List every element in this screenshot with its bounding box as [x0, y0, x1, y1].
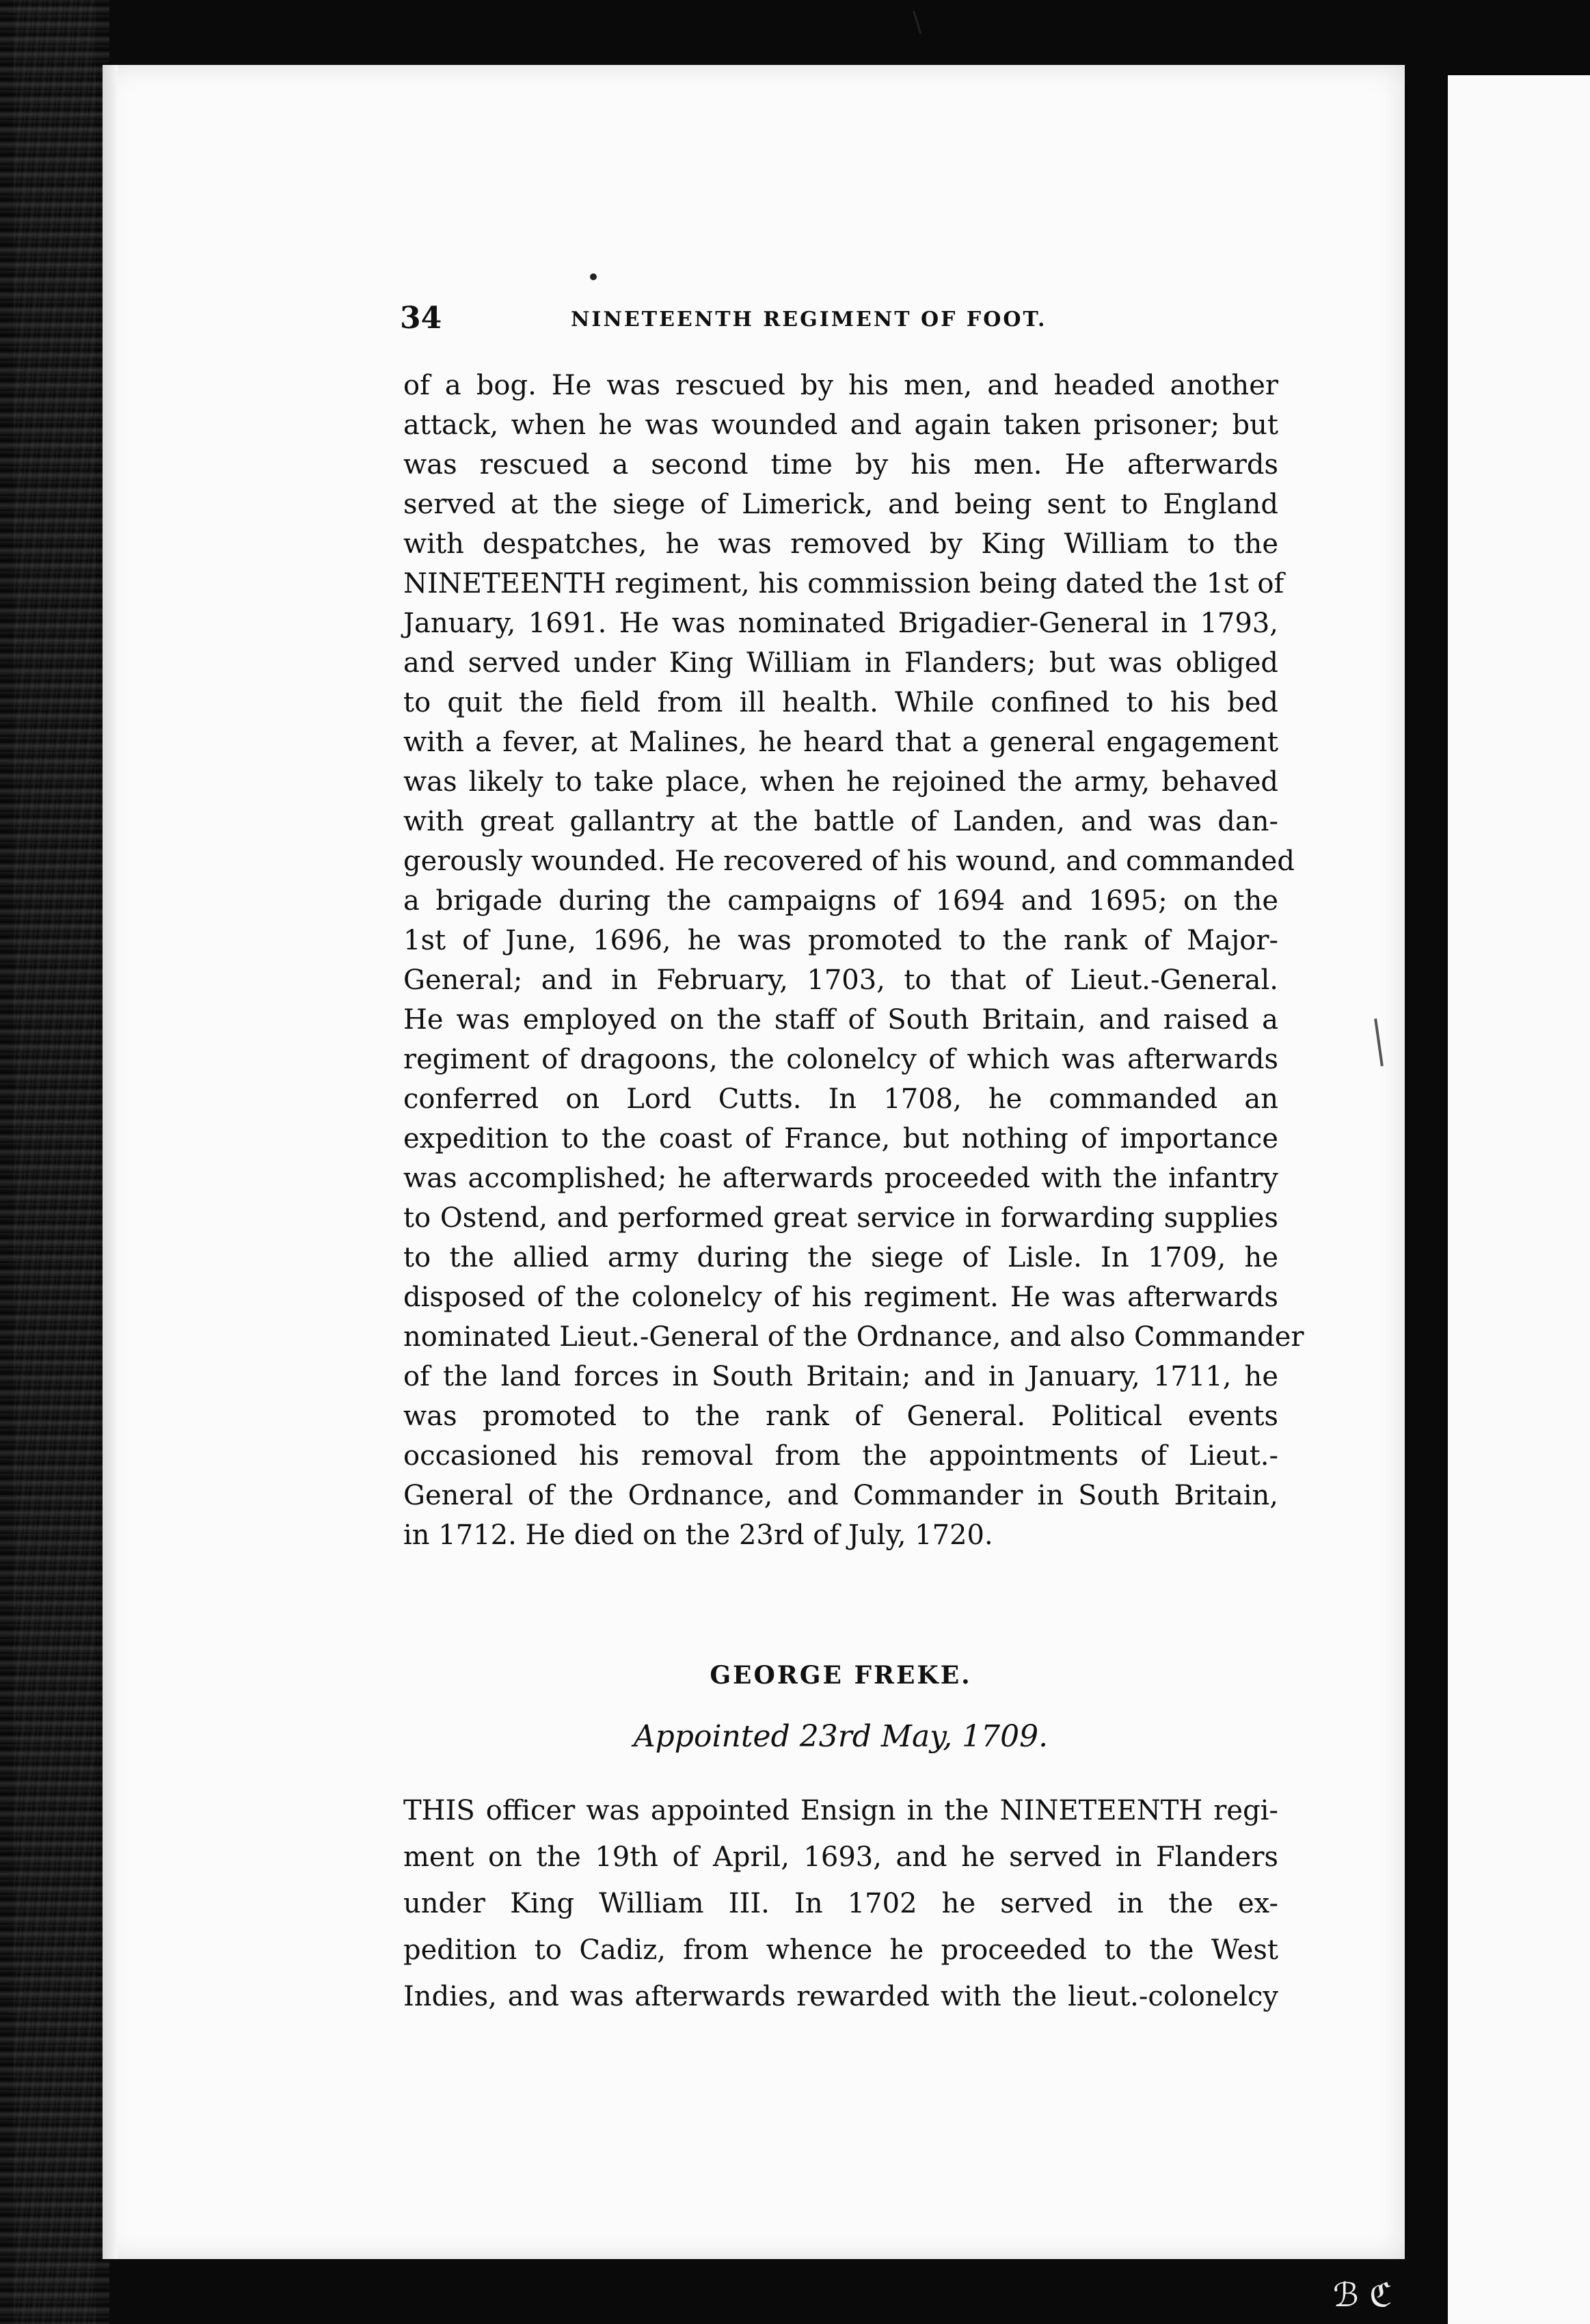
- text-line: to Ostend, and performed great service in forwarding supplies: [403, 1202, 1278, 1234]
- bottom-scan-glyphs: ℬ ℭ: [1333, 2276, 1392, 2314]
- text-line: attack, when he was wounded and again taken prisoner; but: [403, 409, 1278, 441]
- text-line: General of the Ordnance, and Commander in South Britain,: [403, 1480, 1278, 1511]
- paragraph-2: [403, 1787, 1278, 2020]
- text-line: gerously wounded. He recovered of his wound, and commanded: [403, 846, 1295, 877]
- page-gutter-edge: [103, 65, 118, 2259]
- text-line: was promoted to the rank of General. Political events: [403, 1401, 1278, 1432]
- text-line: expedition to the coast of France, but nothing of importance: [403, 1123, 1278, 1154]
- text-line: of the land forces in South Britain; and in January, 1711, he: [403, 1361, 1278, 1392]
- section-title: GEORGE FREKE.: [710, 1661, 972, 1690]
- text-line: Indies, and was afterwards rewarded with the lieut.-colonelcy: [403, 1981, 1278, 2012]
- running-head: NINETEENTH REGIMENT OF FOOT.: [571, 308, 1047, 332]
- text-line: to the allied army during the siege of Lisle. In 1709, he: [403, 1242, 1278, 1273]
- text-line: and served under King William in Flanders; but was obliged: [403, 647, 1278, 679]
- text-line: conferred on Lord Cutts. In 1708, he commanded an: [403, 1083, 1278, 1115]
- text-line: under King William III. In 1702 he served in the ex-: [403, 1888, 1278, 1919]
- text-line: occasioned his removal from the appointments of Lieut.-: [403, 1440, 1278, 1472]
- text-line: with a fever, at Malines, he heard that a general engagement: [403, 727, 1278, 758]
- text-line: disposed of the colonelcy of his regiment. He was afterwards: [403, 1282, 1278, 1313]
- text-line: with great gallantry at the battle of Landen, and was dan-: [403, 806, 1278, 837]
- text-line: He was employed on the staff of South Britain, and raised a: [403, 1004, 1278, 1036]
- text-line: regiment of dragoons, the colonelcy of which was afterwards: [403, 1044, 1278, 1075]
- page-header: [400, 301, 1124, 342]
- text-line: pedition to Cadiz, from whence he proceeded to the West: [403, 1934, 1278, 1966]
- facing-page-sliver: [1448, 75, 1590, 2324]
- text-line: nominated Lieut.-General of the Ordnance, and also Commander: [403, 1321, 1304, 1353]
- stray-scan-mark: \: [913, 7, 922, 38]
- text-line: NINETEENTH regiment, his commission being dated the 1st of: [403, 568, 1284, 599]
- section-subtitle: Appointed 23rd May, 1709.: [633, 1719, 1049, 1754]
- text-line: served at the siege of Limerick, and being sent to England: [403, 489, 1278, 520]
- text-line: ment on the 19th of April, 1693, and he served in Flanders: [403, 1841, 1278, 1873]
- text-line: of a bog. He was rescued by his men, and headed another: [403, 370, 1278, 401]
- text-line: THIS officer was appointed Ensign in the NINETEENTH regi-: [403, 1795, 1278, 1826]
- page-number: 34: [400, 301, 442, 336]
- text-line: a brigade during the campaigns of 1694 and 1695; on the: [403, 885, 1278, 917]
- ink-dot: [590, 273, 597, 280]
- text-line: was rescued a second time by his men. He afterwards: [403, 449, 1278, 481]
- text-line: was likely to take place, when he rejoined the army, behaved: [403, 766, 1278, 798]
- paragraph-1: [403, 366, 1304, 1555]
- text-line: January, 1691. He was nominated Brigadier-General in 1793,: [403, 608, 1278, 639]
- text-line: in 1712. He died on the 23rd of July, 1720.: [403, 1519, 993, 1551]
- text-line: General; and in February, 1703, to that of Lieut.-General.: [403, 964, 1278, 996]
- text-line: 1st of June, 1696, he was promoted to the rank of Major-: [403, 925, 1278, 956]
- text-line: to quit the field from ill health. While confined to his bed: [403, 687, 1278, 718]
- text-line: with despatches, he was removed by King William to the: [403, 528, 1278, 560]
- text-line: was accomplished; he afterwards proceeded with the infantry: [403, 1163, 1278, 1194]
- scan-left-border: [0, 0, 109, 2324]
